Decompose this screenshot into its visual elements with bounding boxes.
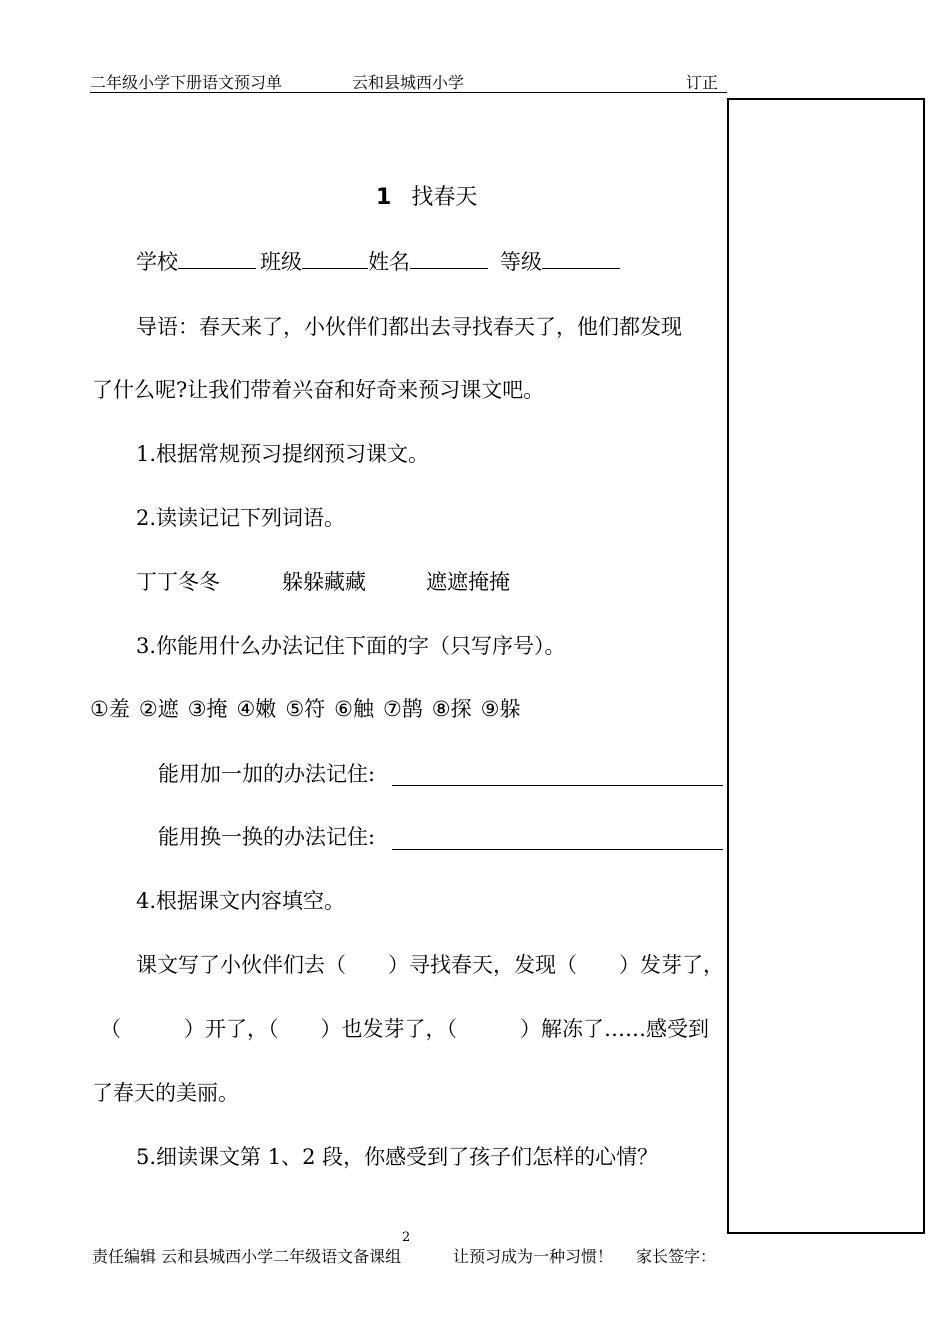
parent-signature-label: 家长签字： [636,1247,717,1266]
character-item: ⑦鹊 [382,697,423,721]
word-3: 遮遮掩掩 [426,570,510,594]
header-title: 二年级小学下册语文预习单 [90,73,283,92]
class-blank[interactable] [302,250,368,269]
character-item: ②遮 [138,697,179,721]
school-label: 学校 [136,250,178,274]
lesson-title [376,180,477,211]
character-item: ⑤符 [285,697,326,721]
name-blank[interactable] [410,250,488,269]
word-1: 丁丁冬冬 [136,570,220,594]
header-correction-label: 订正 [686,73,719,92]
grade-label: 等级 [500,250,542,274]
word-2: 躲躲藏藏 [282,570,366,594]
fill-line-2: （ ）开了，（ ）也发芽了，（ ）解冻了……感受到 [100,1017,709,1041]
question-5: 5.细读课文第 1、2 段，你感受到了孩子们怎样的心情？ [136,1145,659,1169]
header-divider [90,92,727,93]
method-add-label: 能用加一加的办法记住: [158,762,376,786]
name-label: 姓名 [368,250,410,274]
intro-line-1: 导语：春天来了，小伙伴们都出去寻找春天了，他们都发现 [136,315,682,339]
question-1: 1.根据常规预习提纲预习课文。 [136,442,430,466]
character-item: ①羞 [90,697,130,721]
method-add-answer-line[interactable] [392,785,723,786]
method-swap-label: 能用换一换的办法记住: [158,825,376,849]
question-4: 4.根据课文内容填空。 [136,889,346,913]
intro-line-2: 了什么呢?让我们带着兴奋和好奇来预习课文吧。 [92,378,545,402]
school-blank[interactable] [178,250,256,269]
question-3: 3.你能用什么办法记住下面的字（只写序号）。 [136,634,566,658]
character-item: ⑧探 [431,697,472,721]
fill-line-3: 了春天的美丽。 [92,1081,239,1105]
footer-slogan: 让预习成为一种习惯！ [453,1247,614,1266]
character-item: ④嫩 [236,697,277,721]
header-school: 云和县城西小学 [352,73,465,92]
fill-line-1: 课文写了小伙伴们去（ ）寻找春天，发现（ ）发芽了， [136,953,724,977]
character-item: ③掩 [187,697,228,721]
grade-blank[interactable] [542,250,620,269]
correction-box [727,98,925,1234]
character-item: ⑨躲 [480,697,521,721]
class-label: 班级 [260,250,302,274]
character-list [90,693,529,723]
info-row [136,246,620,276]
page-number: 2 [402,1230,411,1245]
footer-editor: 责任编辑 云和县城西小学二年级语文备课组 [92,1247,402,1266]
method-swap-answer-line[interactable] [392,849,723,850]
character-item: ⑥触 [334,697,374,721]
lesson-name: 找春天 [411,185,478,210]
question-2: 2.读读记记下列词语。 [136,506,346,530]
lesson-number: 1 [376,185,392,210]
